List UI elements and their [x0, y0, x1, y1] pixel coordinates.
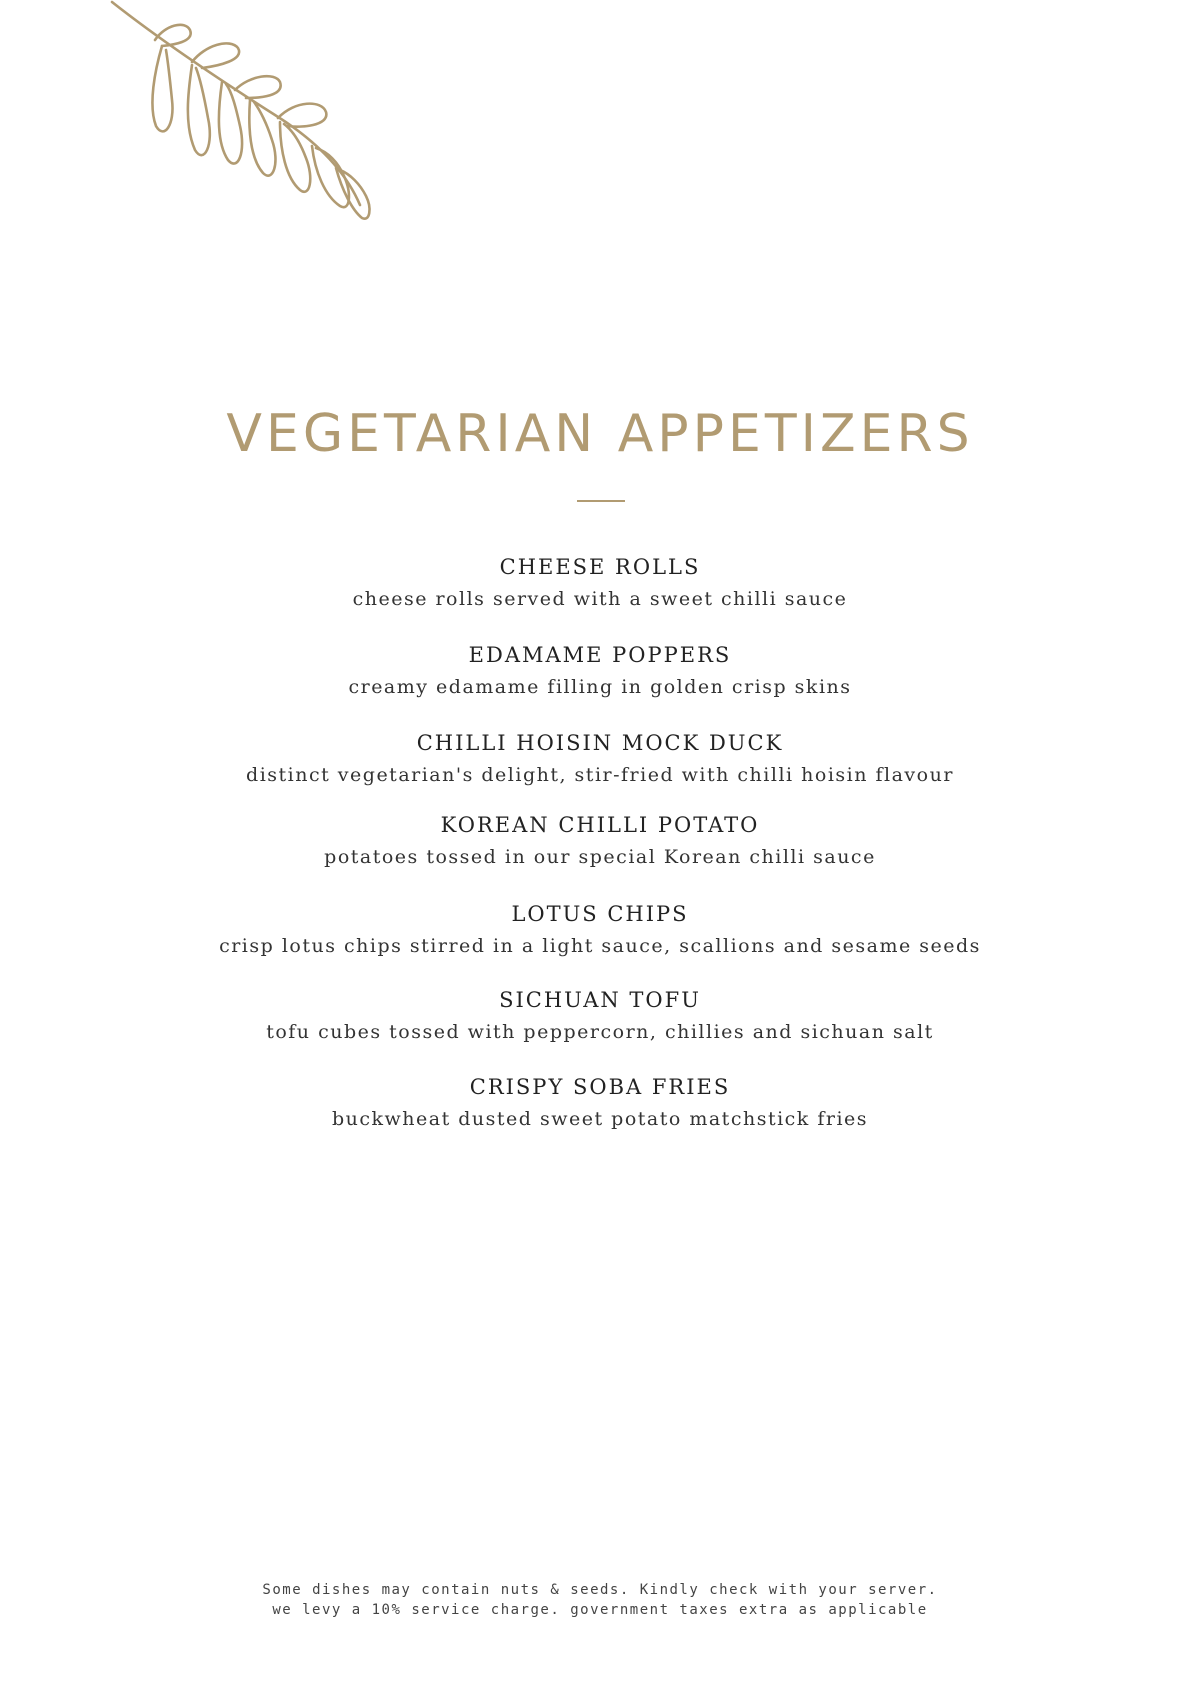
- item-description: cheese rolls served with a sweet chilli sauce: [352, 588, 848, 610]
- item-name: SICHUAN TOFU: [499, 988, 701, 1012]
- item-name: CHEESE ROLLS: [499, 555, 701, 579]
- menu-title: VEGETARIAN APPETIZERS: [226, 404, 974, 464]
- item-description: crisp lotus chips stirred in a light sauce, scallions and sesame seeds: [219, 935, 981, 957]
- menu-item: [0, 729, 1200, 788]
- menu-item: [0, 900, 1200, 959]
- menu-item: [0, 641, 1200, 700]
- title-divider: [577, 500, 625, 502]
- footer-line-allergy: Some dishes may contain nuts & seeds. Kindly check with your server.: [262, 1582, 938, 1598]
- menu-item: [0, 811, 1200, 870]
- item-description: tofu cubes tossed with peppercorn, chillies and sichuan salt: [266, 1021, 934, 1043]
- item-description: distinct vegetarian's delight, stir-fried with chilli hoisin flavour: [246, 764, 954, 786]
- menu-item: [0, 553, 1200, 612]
- item-description: creamy edamame filling in golden crisp skins: [348, 676, 852, 698]
- item-name: CRISPY SOBA FRIES: [469, 1075, 731, 1099]
- item-description: buckwheat dusted sweet potato matchstick fries: [331, 1108, 869, 1130]
- item-description: potatoes tossed in our special Korean chilli sauce: [324, 846, 876, 868]
- item-name: EDAMAME POPPERS: [468, 643, 732, 667]
- item-name: KOREAN CHILLI POTATO: [440, 813, 760, 837]
- leaf-branch-icon: [100, 0, 400, 230]
- footer-notice: [0, 1580, 1200, 1620]
- footer-line-charges: we levy a 10% service charge. government taxes extra as applicable: [272, 1602, 928, 1618]
- item-name: CHILLI HOISIN MOCK DUCK: [416, 731, 784, 755]
- item-name: LOTUS CHIPS: [511, 902, 689, 926]
- menu-item: [0, 1073, 1200, 1132]
- menu-item: [0, 986, 1200, 1045]
